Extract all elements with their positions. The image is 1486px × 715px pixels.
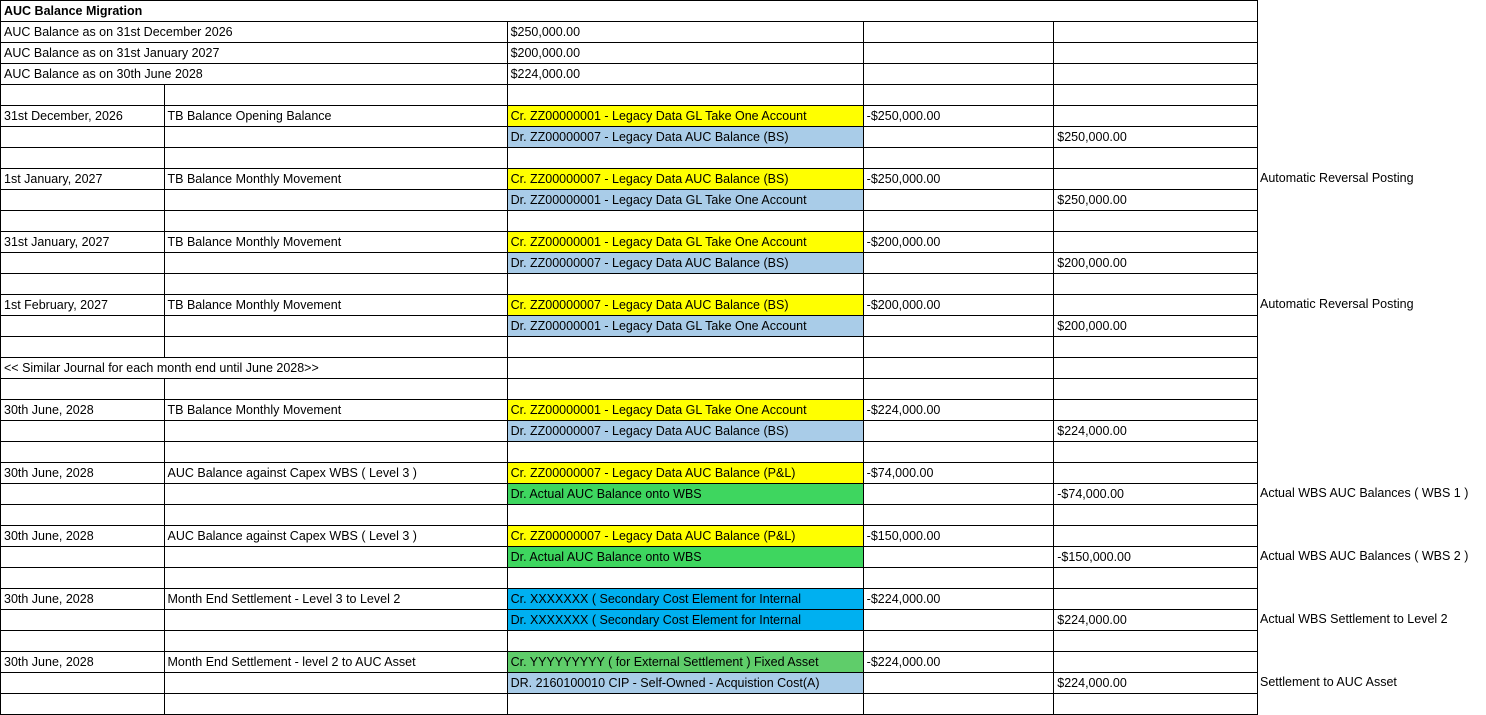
empty-cell[interactable] (1054, 694, 1258, 715)
entry-account[interactable]: Cr. ZZ00000007 - Legacy Data AUC Balance (BS) (507, 295, 863, 316)
summary-amount[interactable] (507, 22, 863, 43)
empty-cell[interactable] (164, 190, 507, 211)
empty-cell[interactable] (863, 22, 1054, 43)
empty-cell[interactable] (863, 358, 1054, 379)
entry-credit-amount[interactable] (863, 400, 1054, 421)
empty-cell[interactable] (1, 547, 165, 568)
entry-description[interactable]: TB Balance Opening Balance (164, 106, 507, 127)
journal-entry-row (1, 421, 1258, 442)
empty-cell[interactable] (1, 274, 165, 295)
currency-symbol: -$ (866, 592, 878, 606)
entry-description[interactable]: AUC Balance against Capex WBS ( Level 3 ) (164, 526, 507, 547)
amount-value: 250,000.00 (877, 172, 941, 186)
journal-entry-row (1, 190, 1258, 211)
currency-symbol: -$ (866, 235, 878, 249)
empty-cell[interactable] (1, 253, 165, 274)
currency-symbol: -$ (866, 172, 878, 186)
amount-value: 224,000.00 (877, 655, 941, 669)
entry-debit-amount[interactable] (1054, 253, 1258, 274)
empty-cell[interactable] (507, 148, 863, 169)
empty-cell[interactable] (1, 442, 165, 463)
currency-symbol: $ (510, 25, 518, 39)
summary-row (1, 43, 1258, 64)
amount-value: 150,000.00 (1068, 550, 1131, 564)
empty-cell[interactable] (164, 127, 507, 148)
currency-symbol: $ (1057, 424, 1065, 438)
empty-cell[interactable] (507, 631, 863, 652)
currency-symbol: $ (510, 46, 518, 60)
journal-entry-row (1, 253, 1258, 274)
entry-account[interactable]: Dr. XXXXXXX ( Secondary Cost Element for Internal (507, 610, 863, 631)
empty-cell[interactable] (507, 211, 863, 232)
empty-cell[interactable] (507, 337, 863, 358)
sheet-title-row (1, 1, 1258, 22)
empty-cell[interactable] (1054, 64, 1258, 85)
entry-debit-amount[interactable] (1054, 400, 1258, 421)
empty-cell[interactable] (507, 442, 863, 463)
entry-credit-amount[interactable] (863, 526, 1054, 547)
empty-cell[interactable] (164, 442, 507, 463)
row-note: Actual WBS Settlement to Level 2 (1260, 612, 1448, 626)
entry-account[interactable]: Dr. Actual AUC Balance onto WBS (507, 484, 863, 505)
blank-row (1, 568, 1258, 589)
empty-cell[interactable] (1, 316, 165, 337)
entry-credit-amount[interactable] (863, 253, 1054, 274)
blank-row (1, 442, 1258, 463)
empty-cell[interactable] (1054, 568, 1258, 589)
row-note: Actual WBS AUC Balances ( WBS 2 ) (1260, 549, 1469, 563)
empty-cell[interactable] (1054, 379, 1258, 400)
entry-date[interactable]: 31st December, 2026 (1, 106, 165, 127)
entry-account[interactable]: Cr. ZZ00000007 - Legacy Data AUC Balance (P&L) (507, 463, 863, 484)
entry-account[interactable]: Dr. ZZ00000001 - Legacy Data GL Take One Account (507, 316, 863, 337)
entry-debit-amount[interactable] (1054, 673, 1258, 694)
entry-credit-amount[interactable] (863, 652, 1054, 673)
blank-row (1, 211, 1258, 232)
blank-row (1, 694, 1258, 715)
blank-row (1, 631, 1258, 652)
empty-cell[interactable] (1, 190, 165, 211)
page-title: AUC Balance Migration (1, 1, 1258, 22)
empty-cell[interactable] (1054, 337, 1258, 358)
entry-debit-amount[interactable] (1054, 463, 1258, 484)
entry-debit-amount[interactable] (1054, 316, 1258, 337)
empty-cell[interactable] (1, 337, 165, 358)
currency-symbol: $ (1057, 676, 1065, 690)
separator-note[interactable]: << Similar Journal for each month end until June 2028>> (1, 358, 508, 379)
empty-cell[interactable] (164, 274, 507, 295)
entry-credit-amount[interactable] (863, 295, 1054, 316)
amount-value: 250,000.00 (1064, 130, 1127, 144)
row-note: Automatic Reversal Posting (1260, 297, 1414, 311)
summary-label[interactable]: AUC Balance as on 31st January 2027 (1, 43, 508, 64)
empty-cell[interactable] (164, 547, 507, 568)
empty-cell[interactable] (863, 568, 1054, 589)
entry-account[interactable]: Cr. ZZ00000007 - Legacy Data AUC Balance (P&L) (507, 526, 863, 547)
entry-debit-amount[interactable] (1054, 589, 1258, 610)
amount-value: 224,000.00 (877, 403, 941, 417)
entry-account[interactable]: Cr. YYYYYYYYY ( for External Settlement ) Fixed Asset (507, 652, 863, 673)
entry-account[interactable]: Cr. ZZ00000001 - Legacy Data GL Take One Account (507, 106, 863, 127)
entry-credit-amount[interactable] (863, 316, 1054, 337)
journal-entry-row (1, 106, 1258, 127)
entry-debit-amount[interactable] (1054, 190, 1258, 211)
entry-debit-amount[interactable] (1054, 547, 1258, 568)
amount-value: 74,000.00 (877, 466, 934, 480)
amount-value: 200,000.00 (1064, 256, 1127, 270)
empty-cell[interactable] (164, 211, 507, 232)
currency-symbol: $ (1057, 193, 1065, 207)
empty-cell[interactable] (1, 379, 165, 400)
empty-cell[interactable] (164, 484, 507, 505)
empty-cell[interactable] (164, 85, 507, 106)
amount-value: 200,000.00 (1064, 319, 1127, 333)
empty-cell[interactable] (1054, 442, 1258, 463)
journal-entry-row (1, 127, 1258, 148)
empty-cell[interactable] (863, 148, 1054, 169)
currency-symbol: $ (510, 67, 518, 81)
entry-credit-amount[interactable] (863, 232, 1054, 253)
empty-cell[interactable] (1054, 211, 1258, 232)
empty-cell[interactable] (863, 631, 1054, 652)
entry-account[interactable]: Dr. ZZ00000007 - Legacy Data AUC Balance (BS) (507, 421, 863, 442)
amount-value: 250,000.00 (877, 109, 941, 123)
journal-entry-row (1, 463, 1258, 484)
table-body (1, 1, 1258, 715)
entry-debit-amount[interactable] (1054, 106, 1258, 127)
journal-entry-row (1, 316, 1258, 337)
entry-description[interactable]: Month End Settlement - Level 3 to Level 2 (164, 589, 507, 610)
empty-cell[interactable] (164, 316, 507, 337)
empty-cell[interactable] (863, 337, 1054, 358)
empty-cell[interactable] (863, 274, 1054, 295)
journal-entry-row (1, 589, 1258, 610)
empty-cell[interactable] (1, 421, 165, 442)
blank-row (1, 505, 1258, 526)
currency-symbol: -$ (866, 529, 878, 543)
journal-entry-row (1, 400, 1258, 421)
blank-row (1, 85, 1258, 106)
entry-credit-amount[interactable] (863, 106, 1054, 127)
entry-description[interactable]: TB Balance Monthly Movement (164, 169, 507, 190)
empty-cell[interactable] (507, 694, 863, 715)
empty-cell[interactable] (1, 568, 165, 589)
currency-symbol: -$ (866, 655, 878, 669)
empty-cell[interactable] (863, 505, 1054, 526)
entry-credit-amount[interactable] (863, 421, 1054, 442)
entry-debit-amount[interactable] (1054, 484, 1258, 505)
amount-value: 224,000.00 (877, 592, 941, 606)
empty-cell[interactable] (1, 484, 165, 505)
empty-cell[interactable] (1, 148, 165, 169)
empty-cell[interactable] (1, 85, 165, 106)
entry-credit-amount[interactable] (863, 463, 1054, 484)
empty-cell[interactable] (1054, 631, 1258, 652)
entry-debit-amount[interactable] (1054, 232, 1258, 253)
empty-cell[interactable] (1, 211, 165, 232)
amount-value: 224,000.00 (1064, 676, 1127, 690)
entry-debit-amount[interactable] (1054, 421, 1258, 442)
entry-date[interactable]: 30th June, 2028 (1, 652, 165, 673)
amount-value: 250,000.00 (517, 25, 581, 39)
empty-cell[interactable] (1054, 43, 1258, 64)
journal-entry-row (1, 295, 1258, 316)
journal-entry-row (1, 526, 1258, 547)
empty-cell[interactable] (164, 610, 507, 631)
journal-entry-row (1, 169, 1258, 190)
empty-cell[interactable] (1, 610, 165, 631)
entry-debit-amount[interactable] (1054, 169, 1258, 190)
entry-date[interactable]: 30th June, 2028 (1, 526, 165, 547)
amount-value: 250,000.00 (1064, 193, 1127, 207)
empty-cell[interactable] (1054, 22, 1258, 43)
amount-value: 200,000.00 (877, 235, 941, 249)
entry-debit-amount[interactable] (1054, 610, 1258, 631)
entry-date[interactable]: 31st January, 2027 (1, 232, 165, 253)
journal-entry-row (1, 673, 1258, 694)
summary-row (1, 22, 1258, 43)
summary-label[interactable]: AUC Balance as on 31st December 2026 (1, 22, 508, 43)
amount-value: 150,000.00 (877, 529, 941, 543)
summary-row (1, 64, 1258, 85)
amount-value: 200,000.00 (517, 46, 581, 60)
entry-account[interactable]: Dr. ZZ00000007 - Legacy Data AUC Balance (BS) (507, 127, 863, 148)
amount-value: 224,000.00 (1064, 613, 1127, 627)
entry-account[interactable]: Cr. ZZ00000001 - Legacy Data GL Take One Account (507, 400, 863, 421)
entry-debit-amount[interactable] (1054, 526, 1258, 547)
journal-entry-row (1, 484, 1258, 505)
blank-row (1, 379, 1258, 400)
currency-symbol: -$ (866, 403, 878, 417)
entry-account[interactable]: Dr. ZZ00000001 - Legacy Data GL Take One Account (507, 190, 863, 211)
journal-entry-row (1, 232, 1258, 253)
empty-cell[interactable] (1, 673, 165, 694)
journal-entry-row (1, 547, 1258, 568)
currency-symbol: $ (1057, 256, 1065, 270)
amount-value: 200,000.00 (877, 298, 941, 312)
empty-cell[interactable] (1, 631, 165, 652)
empty-cell[interactable] (164, 421, 507, 442)
entry-description[interactable]: TB Balance Monthly Movement (164, 295, 507, 316)
currency-symbol: -$ (866, 109, 878, 123)
empty-cell[interactable] (1054, 505, 1258, 526)
summary-amount[interactable] (507, 64, 863, 85)
empty-cell[interactable] (164, 505, 507, 526)
empty-cell[interactable] (1, 505, 165, 526)
empty-cell[interactable] (507, 505, 863, 526)
empty-cell[interactable] (164, 337, 507, 358)
journal-entry-row (1, 610, 1258, 631)
empty-cell[interactable] (1, 694, 165, 715)
entry-account[interactable]: DR. 2160100010 CIP - Self-Owned - Acquistion Cost(A) (507, 673, 863, 694)
row-note: Actual WBS AUC Balances ( WBS 1 ) (1260, 486, 1469, 500)
empty-cell[interactable] (164, 568, 507, 589)
summary-amount[interactable] (507, 43, 863, 64)
empty-cell[interactable] (863, 694, 1054, 715)
empty-cell[interactable] (507, 379, 863, 400)
empty-cell[interactable] (1054, 85, 1258, 106)
entry-credit-amount[interactable] (863, 610, 1054, 631)
blank-row (1, 274, 1258, 295)
entry-credit-amount[interactable] (863, 127, 1054, 148)
currency-symbol: -$ (866, 298, 878, 312)
currency-symbol: -$ (1057, 550, 1069, 564)
journal-entry-row (1, 652, 1258, 673)
empty-cell[interactable] (164, 253, 507, 274)
empty-cell[interactable] (1054, 148, 1258, 169)
empty-cell[interactable] (863, 442, 1054, 463)
entry-debit-amount[interactable] (1054, 652, 1258, 673)
row-note: Automatic Reversal Posting (1260, 171, 1414, 185)
currency-symbol: $ (1057, 613, 1065, 627)
blank-row (1, 148, 1258, 169)
currency-symbol: $ (1057, 319, 1065, 333)
empty-cell[interactable] (507, 358, 863, 379)
amount-value: 74,000.00 (1068, 487, 1124, 501)
empty-cell[interactable] (1054, 358, 1258, 379)
entry-credit-amount[interactable] (863, 484, 1054, 505)
entry-account[interactable]: Cr. ZZ00000007 - Legacy Data AUC Balance (BS) (507, 169, 863, 190)
entry-description[interactable]: Month End Settlement - level 2 to AUC Asset (164, 652, 507, 673)
empty-cell[interactable] (863, 64, 1054, 85)
entry-date[interactable]: 30th June, 2028 (1, 463, 165, 484)
entry-account[interactable]: Dr. Actual AUC Balance onto WBS (507, 547, 863, 568)
empty-cell[interactable] (507, 568, 863, 589)
empty-cell[interactable] (863, 43, 1054, 64)
empty-cell[interactable] (507, 85, 863, 106)
amount-value: 224,000.00 (517, 67, 581, 81)
amount-value: 224,000.00 (1064, 424, 1127, 438)
entry-description[interactable]: TB Balance Monthly Movement (164, 400, 507, 421)
separator-note-row (1, 358, 1258, 379)
entry-credit-amount[interactable] (863, 190, 1054, 211)
entry-credit-amount[interactable] (863, 169, 1054, 190)
row-note: Settlement to AUC Asset (1260, 675, 1397, 689)
empty-cell[interactable] (1, 127, 165, 148)
empty-cell[interactable] (863, 211, 1054, 232)
blank-row (1, 337, 1258, 358)
empty-cell[interactable] (164, 379, 507, 400)
empty-cell[interactable] (1054, 274, 1258, 295)
currency-symbol: -$ (1057, 487, 1069, 501)
entry-account[interactable]: Cr. ZZ00000001 - Legacy Data GL Take One Account (507, 232, 863, 253)
entry-account[interactable]: Cr. XXXXXXX ( Secondary Cost Element for Internal (507, 589, 863, 610)
entry-debit-amount[interactable] (1054, 295, 1258, 316)
entry-description[interactable]: TB Balance Monthly Movement (164, 232, 507, 253)
empty-cell[interactable] (164, 631, 507, 652)
entry-account[interactable]: Dr. ZZ00000007 - Legacy Data AUC Balance (BS) (507, 253, 863, 274)
entry-date[interactable]: 1st February, 2027 (1, 295, 165, 316)
empty-cell[interactable] (164, 148, 507, 169)
entry-date[interactable]: 1st January, 2027 (1, 169, 165, 190)
entry-debit-amount[interactable] (1054, 127, 1258, 148)
currency-symbol: -$ (866, 466, 878, 480)
currency-symbol: $ (1057, 130, 1065, 144)
empty-cell[interactable] (863, 379, 1054, 400)
empty-cell[interactable] (164, 673, 507, 694)
empty-cell[interactable] (164, 694, 507, 715)
entry-date[interactable]: 30th June, 2028 (1, 589, 165, 610)
summary-label[interactable]: AUC Balance as on 30th June 2028 (1, 64, 508, 85)
empty-cell[interactable] (863, 85, 1054, 106)
entry-credit-amount[interactable] (863, 547, 1054, 568)
entry-credit-amount[interactable] (863, 589, 1054, 610)
entry-description[interactable]: AUC Balance against Capex WBS ( Level 3 ) (164, 463, 507, 484)
entry-date[interactable]: 30th June, 2028 (1, 400, 165, 421)
entry-credit-amount[interactable] (863, 673, 1054, 694)
empty-cell[interactable] (507, 274, 863, 295)
